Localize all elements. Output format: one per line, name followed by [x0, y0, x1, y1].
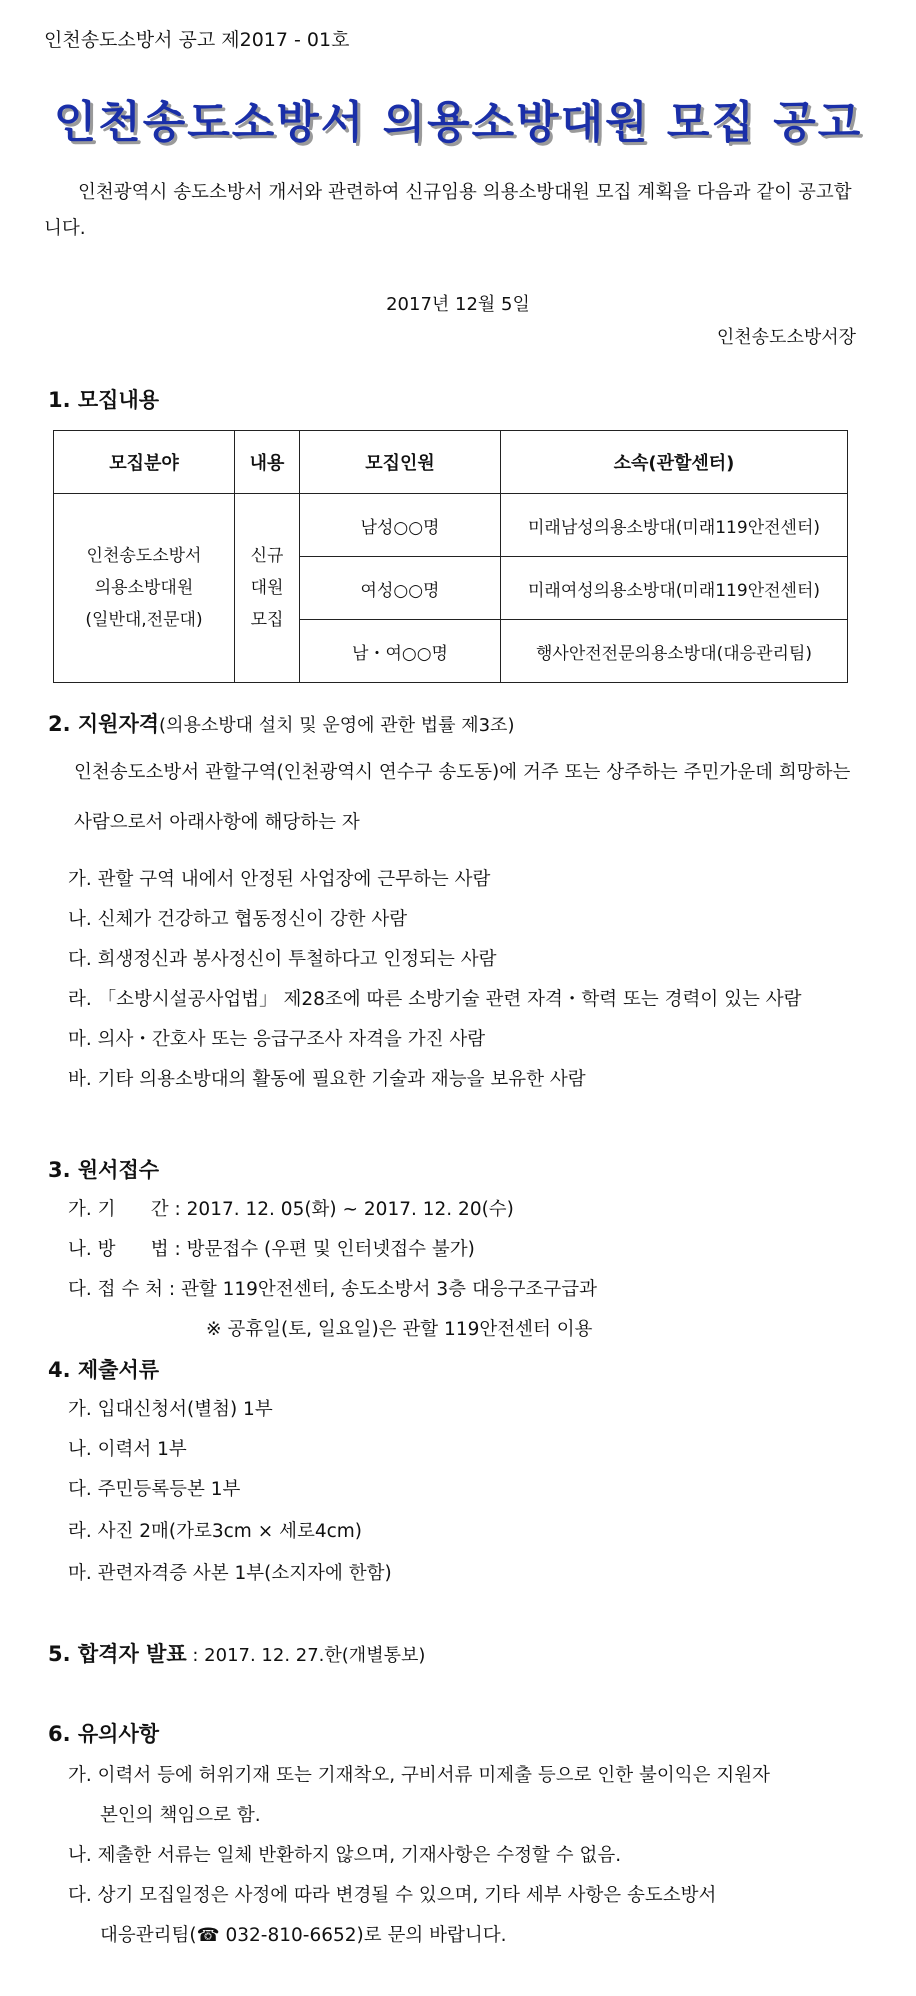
field-cell [54, 494, 235, 683]
unit-cell: 미래여성의용소방대(미래119안전센터) [501, 557, 848, 620]
list-item: 가. 기 간 : 2017. 12. 05(화) ~ 2017. 12. 20(수) [68, 1199, 514, 1220]
table-header-row [54, 431, 848, 494]
section-4-heading: 4. 제출서류 [48, 1358, 160, 1382]
list-item: 마. 의사・간호사 또는 응급구조사 자격을 가진 사람 [68, 1029, 486, 1050]
eligibility-description: 인천송도소방서 관할구역(인천광역시 연수구 송도동)에 거주 또는 상주하는 주민가운데 희망하는 사람으로서 아래사항에 해당하는 자 [74, 762, 851, 833]
count-cell: 여성○○명 [300, 557, 501, 620]
section-2-legal-basis: (의용소방대 설치 및 운영에 관한 법률 제3조) [159, 715, 515, 736]
section-5-title: 5. 합격자 발표 [48, 1642, 187, 1666]
list-item: 다. 접 수 처 : 관할 119안전센터, 송도소방서 3층 대응구조구급과 [68, 1279, 598, 1300]
field-line: (일반대,전문대) [85, 610, 203, 630]
intro-paragraph: 인천광역시 송도소방서 개서와 관련하여 신규임용 의용소방대원 모집 계획을 다음과 같이 공고합니다. [44, 182, 852, 239]
content-line: 신규 [250, 546, 284, 566]
list-item: 나. 신체가 건강하고 협동정신이 강한 사람 [68, 909, 408, 930]
list-item: 다. 희생정신과 봉사정신이 투철하다고 인정되는 사람 [68, 949, 497, 970]
count-cell: 남・여○○명 [300, 620, 501, 683]
unit-cell: 미래남성의용소방대(미래119안전센터) [501, 494, 848, 557]
table-header-cell: 내용 [235, 431, 300, 494]
list-item: 나. 방 법 : 방문접수 (우편 및 인터넷접수 불가) [68, 1239, 475, 1260]
field-line: 의용소방대원 [94, 578, 194, 598]
content-cell [235, 494, 300, 683]
document-title: 인천송도소방서 의용소방대원 모집 공고 [53, 97, 863, 148]
field-line: 인천송도소방서 [86, 546, 202, 566]
section-5-heading [48, 1642, 425, 1668]
table-row [54, 494, 848, 557]
content-line: 모집 [250, 610, 284, 630]
table-header-cell: 모집인원 [300, 431, 501, 494]
list-item: 대응관리팀(☎ 032-810-6652)로 문의 바랍니다. [100, 1925, 507, 1946]
announcement-detail: : 2017. 12. 27.한(개별통보) [186, 1645, 426, 1666]
list-item: 나. 이력서 1부 [68, 1439, 187, 1460]
section-3-heading: 3. 원서접수 [48, 1158, 160, 1182]
recruitment-table [53, 430, 848, 683]
signer-name: 인천송도소방서장 [716, 327, 856, 348]
list-item: 나. 제출한 서류는 일체 반환하지 않으며, 기재사항은 수정할 수 없음. [68, 1845, 622, 1866]
list-item: 바. 기타 의용소방대의 활동에 필요한 기술과 재능을 보유한 사람 [68, 1069, 586, 1090]
list-item: 다. 주민등록등본 1부 [68, 1479, 241, 1500]
list-item: 가. 관할 구역 내에서 안정된 사업장에 근무하는 사람 [68, 869, 491, 890]
holiday-note: ※ 공휴일(토, 일요일)은 관할 119안전센터 이용 [206, 1319, 593, 1340]
notice-number: 인천송도소방서 공고 제2017 - 01호 [44, 29, 350, 51]
list-item: 본인의 책임으로 함. [100, 1805, 261, 1826]
table-header-cell: 소속(관할센터) [501, 431, 848, 494]
content-line: 대원 [250, 578, 284, 598]
section-2-title: 2. 지원자격 [48, 712, 160, 736]
list-item: 가. 입대신청서(별첨) 1부 [68, 1399, 273, 1420]
list-item: 라. 「소방시설공사업법」 제28조에 따른 소방기술 관련 자격・학력 또는 경력이 있는 사람 [68, 989, 802, 1010]
unit-cell: 행사안전전문의용소방대(대응관리팀) [501, 620, 848, 683]
list-item: 가. 이력서 등에 허위기재 또는 기재착오, 구비서류 미제출 등으로 인한 불이익은 지원자 [68, 1765, 770, 1786]
section-1-heading: 1. 모집내용 [48, 388, 160, 412]
count-cell: 남성○○명 [300, 494, 501, 557]
section-2-heading [48, 712, 514, 738]
list-item: 다. 상기 모집일정은 사정에 따라 변경될 수 있으며, 기타 세부 사항은 송도소방서 [68, 1885, 717, 1906]
list-item: 마. 관련자격증 사본 1부(소지자에 한함) [68, 1563, 392, 1584]
table-header-cell: 모집분야 [54, 431, 235, 494]
section-6-heading: 6. 유의사항 [48, 1722, 160, 1746]
announcement-date: 2017년 12월 5일 [386, 294, 530, 315]
list-item: 라. 사진 2매(가로3cm × 세로4cm) [68, 1521, 363, 1542]
